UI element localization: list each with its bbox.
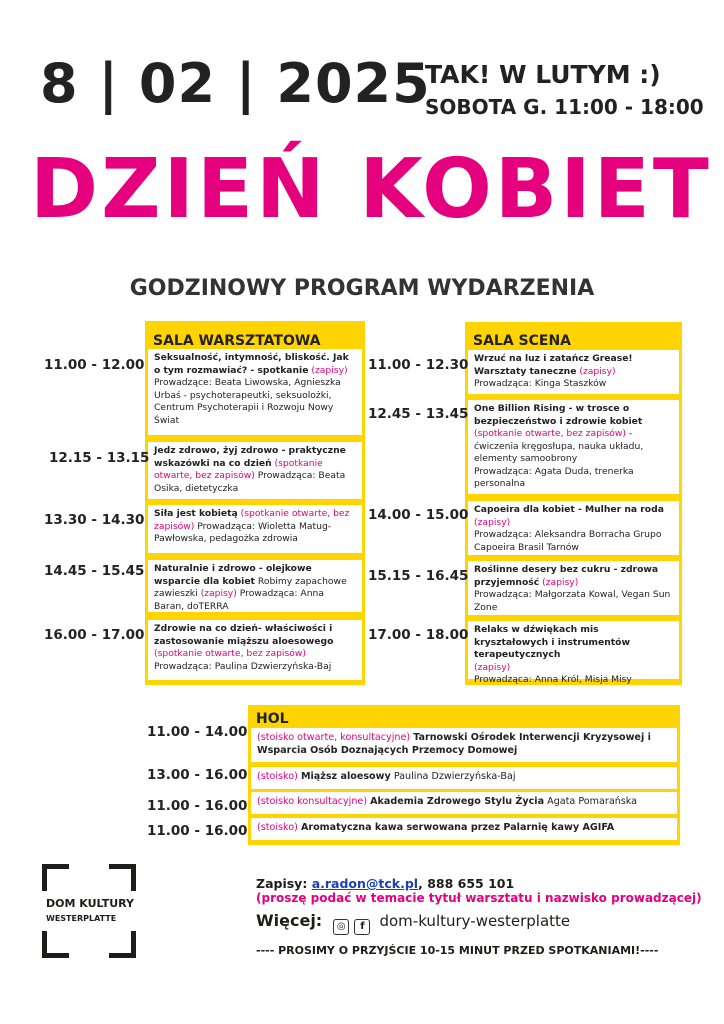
workshop-details: Prowadzące: Beata Liwowska, Agnieszka Urbaś - psychoterapeutki, seksuolożki, Centrum Psychoterapii i Rozwoju Nowy Świat xyxy=(154,377,341,426)
scena-title: Capoeira dla kobiet - Mulher na roda xyxy=(474,504,664,515)
stand-title: Tarnowski Ośrodek Interwencji Kryzysowej i Wsparcia Osób Doznających Przemocy Domowej xyxy=(257,732,651,756)
scena-extra: - ćwiczenia kręgosłupa, nauka układu, elementy samoobrony xyxy=(474,428,644,464)
signup-note: (proszę podać w temacie tytuł warsztatu i nazwisko prowadzącej) xyxy=(256,891,702,905)
scena-title: Wrzuć na luz i zatańcz Grease! Warsztaty taneczne xyxy=(474,353,633,377)
workshop-title: Zdrowie na co dzień- właściwości i zastosowanie miąższu aloesowego xyxy=(154,623,334,647)
logo xyxy=(42,864,136,958)
workshop-title: Naturalnie i zdrowo - olejkowe wsparcie dla kobiet xyxy=(154,563,312,587)
sala-scena-panel xyxy=(465,322,682,685)
hol-time: 11.00 - 16.00 xyxy=(147,823,248,839)
logo-line2: WESTERPLATTE xyxy=(46,914,117,923)
signup-email-link[interactable]: a.radon@tck.pl xyxy=(311,876,419,891)
workshop-time: 11.00 - 12.00 xyxy=(44,357,145,373)
stand-details: Agata Pomarańska xyxy=(547,796,638,807)
logo-corner xyxy=(42,864,69,891)
workshop-details: Prowadząca: Anna Baran, doTERRA xyxy=(154,588,324,612)
signup-tag: (zapisy) xyxy=(474,516,511,528)
stand-tag: (stoisko) xyxy=(257,822,298,833)
hol-panel xyxy=(248,705,680,845)
stand-tag: (stoisko konsultacyjne) xyxy=(257,796,368,807)
scena-details: Prowadząca: Agata Duda, trenerka personalna xyxy=(474,465,634,489)
facebook-icon[interactable]: f xyxy=(354,919,370,935)
event-date: 8 | 02 | 2025 xyxy=(40,52,431,115)
signup-tag: (spotkanie otwarte, bez zapisów) xyxy=(474,428,626,439)
workshop-item xyxy=(148,349,362,435)
workshop-title: Jedz zdrowo, żyj zdrowo - praktyczne wskazówki na co dzień xyxy=(154,445,346,469)
page-title: DZIEŃ KOBIET xyxy=(30,142,712,237)
scena-time: 15.15 - 16.45 xyxy=(368,568,469,584)
tagline: TAK! W LUTYM :) xyxy=(425,60,661,89)
scena-time: 11.00 - 12.30 xyxy=(368,357,469,373)
signup-phone: , 888 655 101 xyxy=(418,876,515,891)
workshop-details: Prowadząca: Paulina Dzwierzyńska-Baj xyxy=(154,660,332,672)
stand-title: Miąższ aloesowy xyxy=(300,771,391,782)
scena-details: Prowadząca: Aleksandra Borracha Grupo Capoeira Brasil Tarnów xyxy=(474,529,662,553)
stand-details: Paulina Dzwierzyńska-Baj xyxy=(393,771,516,782)
stand-tag: (stoisko) xyxy=(257,771,298,782)
workshop-extra: Robimy zapachowe zawieszki xyxy=(154,575,347,599)
signup-tag: (spotkanie otwarte, bez zapisów) xyxy=(154,648,306,659)
workshop-item xyxy=(148,505,362,553)
signup-tag: (zapisy) xyxy=(474,661,511,673)
scena-details: Prowadząca: Małgorzata Kowal, Vegan Sun Zone xyxy=(474,589,671,613)
signup-tag: (zapisy) xyxy=(311,364,348,376)
sala-warsztatowa-panel xyxy=(145,321,365,685)
signup-tag: (spotkanie otwarte, bez zapisów) xyxy=(154,508,350,532)
hol-time: 11.00 - 14.00 xyxy=(147,724,248,740)
hol-time: 11.00 - 16.00 xyxy=(147,798,248,814)
social-handle[interactable]: dom-kultury-westerplatte xyxy=(379,912,571,930)
workshop-time: 16.00 - 17.00 xyxy=(44,627,145,643)
program-subtitle: GODZINOWY PROGRAM WYDARZENIA xyxy=(129,276,595,301)
sala-warsztatowa-title: SALA WARSZTATOWA xyxy=(153,333,321,349)
hol-item xyxy=(251,728,677,762)
hol-item xyxy=(251,818,677,840)
scena-item xyxy=(468,350,679,394)
instagram-icon[interactable]: ◎ xyxy=(333,919,349,935)
stand-title: Aromatyczna kawa serwowana przez Palarnię kawy AGIFA xyxy=(300,822,615,833)
scena-title: Roślinne desery bez cukru - zdrowa przyjemność xyxy=(474,564,659,588)
hol-item xyxy=(251,767,677,789)
more-info-line xyxy=(256,911,570,935)
workshop-title: Seksualność, intymność, bliskość. Jak o tym rozmawiać? - spotkanie xyxy=(154,352,349,376)
logo-line1: DOM KULTURY xyxy=(46,897,134,910)
signup-tag: (zapisy) xyxy=(579,365,616,377)
signup-label: Zapisy: xyxy=(256,876,308,891)
logo-corner xyxy=(42,931,69,958)
scena-item xyxy=(468,400,679,494)
stand-title: Akademia Zdrowego Stylu Życia xyxy=(370,796,545,807)
signup-tag: (zapisy) xyxy=(542,576,579,588)
workshop-item xyxy=(148,560,362,612)
scena-item xyxy=(468,621,679,685)
sala-scena-title: SALA SCENA xyxy=(473,333,572,349)
hol-title: HOL xyxy=(256,711,289,727)
stand-tag: (stoisko otwarte, konsultacyjne) xyxy=(257,732,411,743)
scena-item xyxy=(468,501,679,555)
workshop-time: 12.15 - 13.15 xyxy=(49,450,150,466)
hol-time: 13.00 - 16.00 xyxy=(147,767,248,783)
workshop-time: 13.30 - 14.30 xyxy=(44,512,145,528)
scena-time: 17.00 - 18.00 xyxy=(368,627,469,643)
hol-item xyxy=(251,792,677,814)
signup-tag: (zapisy) xyxy=(200,588,237,599)
workshop-title: Siła jest kobietą xyxy=(154,508,238,519)
logo-corner xyxy=(109,931,136,958)
more-info-label: Więcej: xyxy=(256,911,323,930)
workshop-details: Prowadząca: Beata Osika, dietetyczka xyxy=(154,470,346,494)
scena-title: One Billion Rising - w trosce o bezpieczeństwo i zdrowie kobiet xyxy=(474,403,643,427)
workshop-time: 14.45 - 15.45 xyxy=(44,563,145,579)
scena-title: Relaks w dźwiękach mis kryształowych i instrumentów terapeutycznych xyxy=(474,624,630,660)
scena-item xyxy=(468,561,679,615)
scena-details: Prowadząca: Kinga Staszków xyxy=(474,378,607,389)
scena-details: Prowadząca: Anna Król, Misja Misy xyxy=(474,674,632,685)
scena-time: 12.45 - 13.45 xyxy=(368,406,469,422)
logo-corner xyxy=(109,864,136,891)
scena-time: 14.00 - 15.00 xyxy=(368,507,469,523)
workshop-item xyxy=(148,620,362,680)
workshop-item xyxy=(148,442,362,499)
event-hours: SOBOTA G. 11:00 - 18:00 xyxy=(425,95,704,119)
signup-tag: (spotkanie otwarte, bez zapisów) xyxy=(154,457,323,481)
workshop-details: Prowadząca: Wioletta Matug-Pawłowska, pedagożka zdrowia xyxy=(154,520,332,544)
reminder-text: ---- PROSIMY O PRZYJŚCIE 10-15 MINUT PRZED SPOTKANIAMI!---- xyxy=(256,944,659,957)
signup-line xyxy=(256,876,514,891)
